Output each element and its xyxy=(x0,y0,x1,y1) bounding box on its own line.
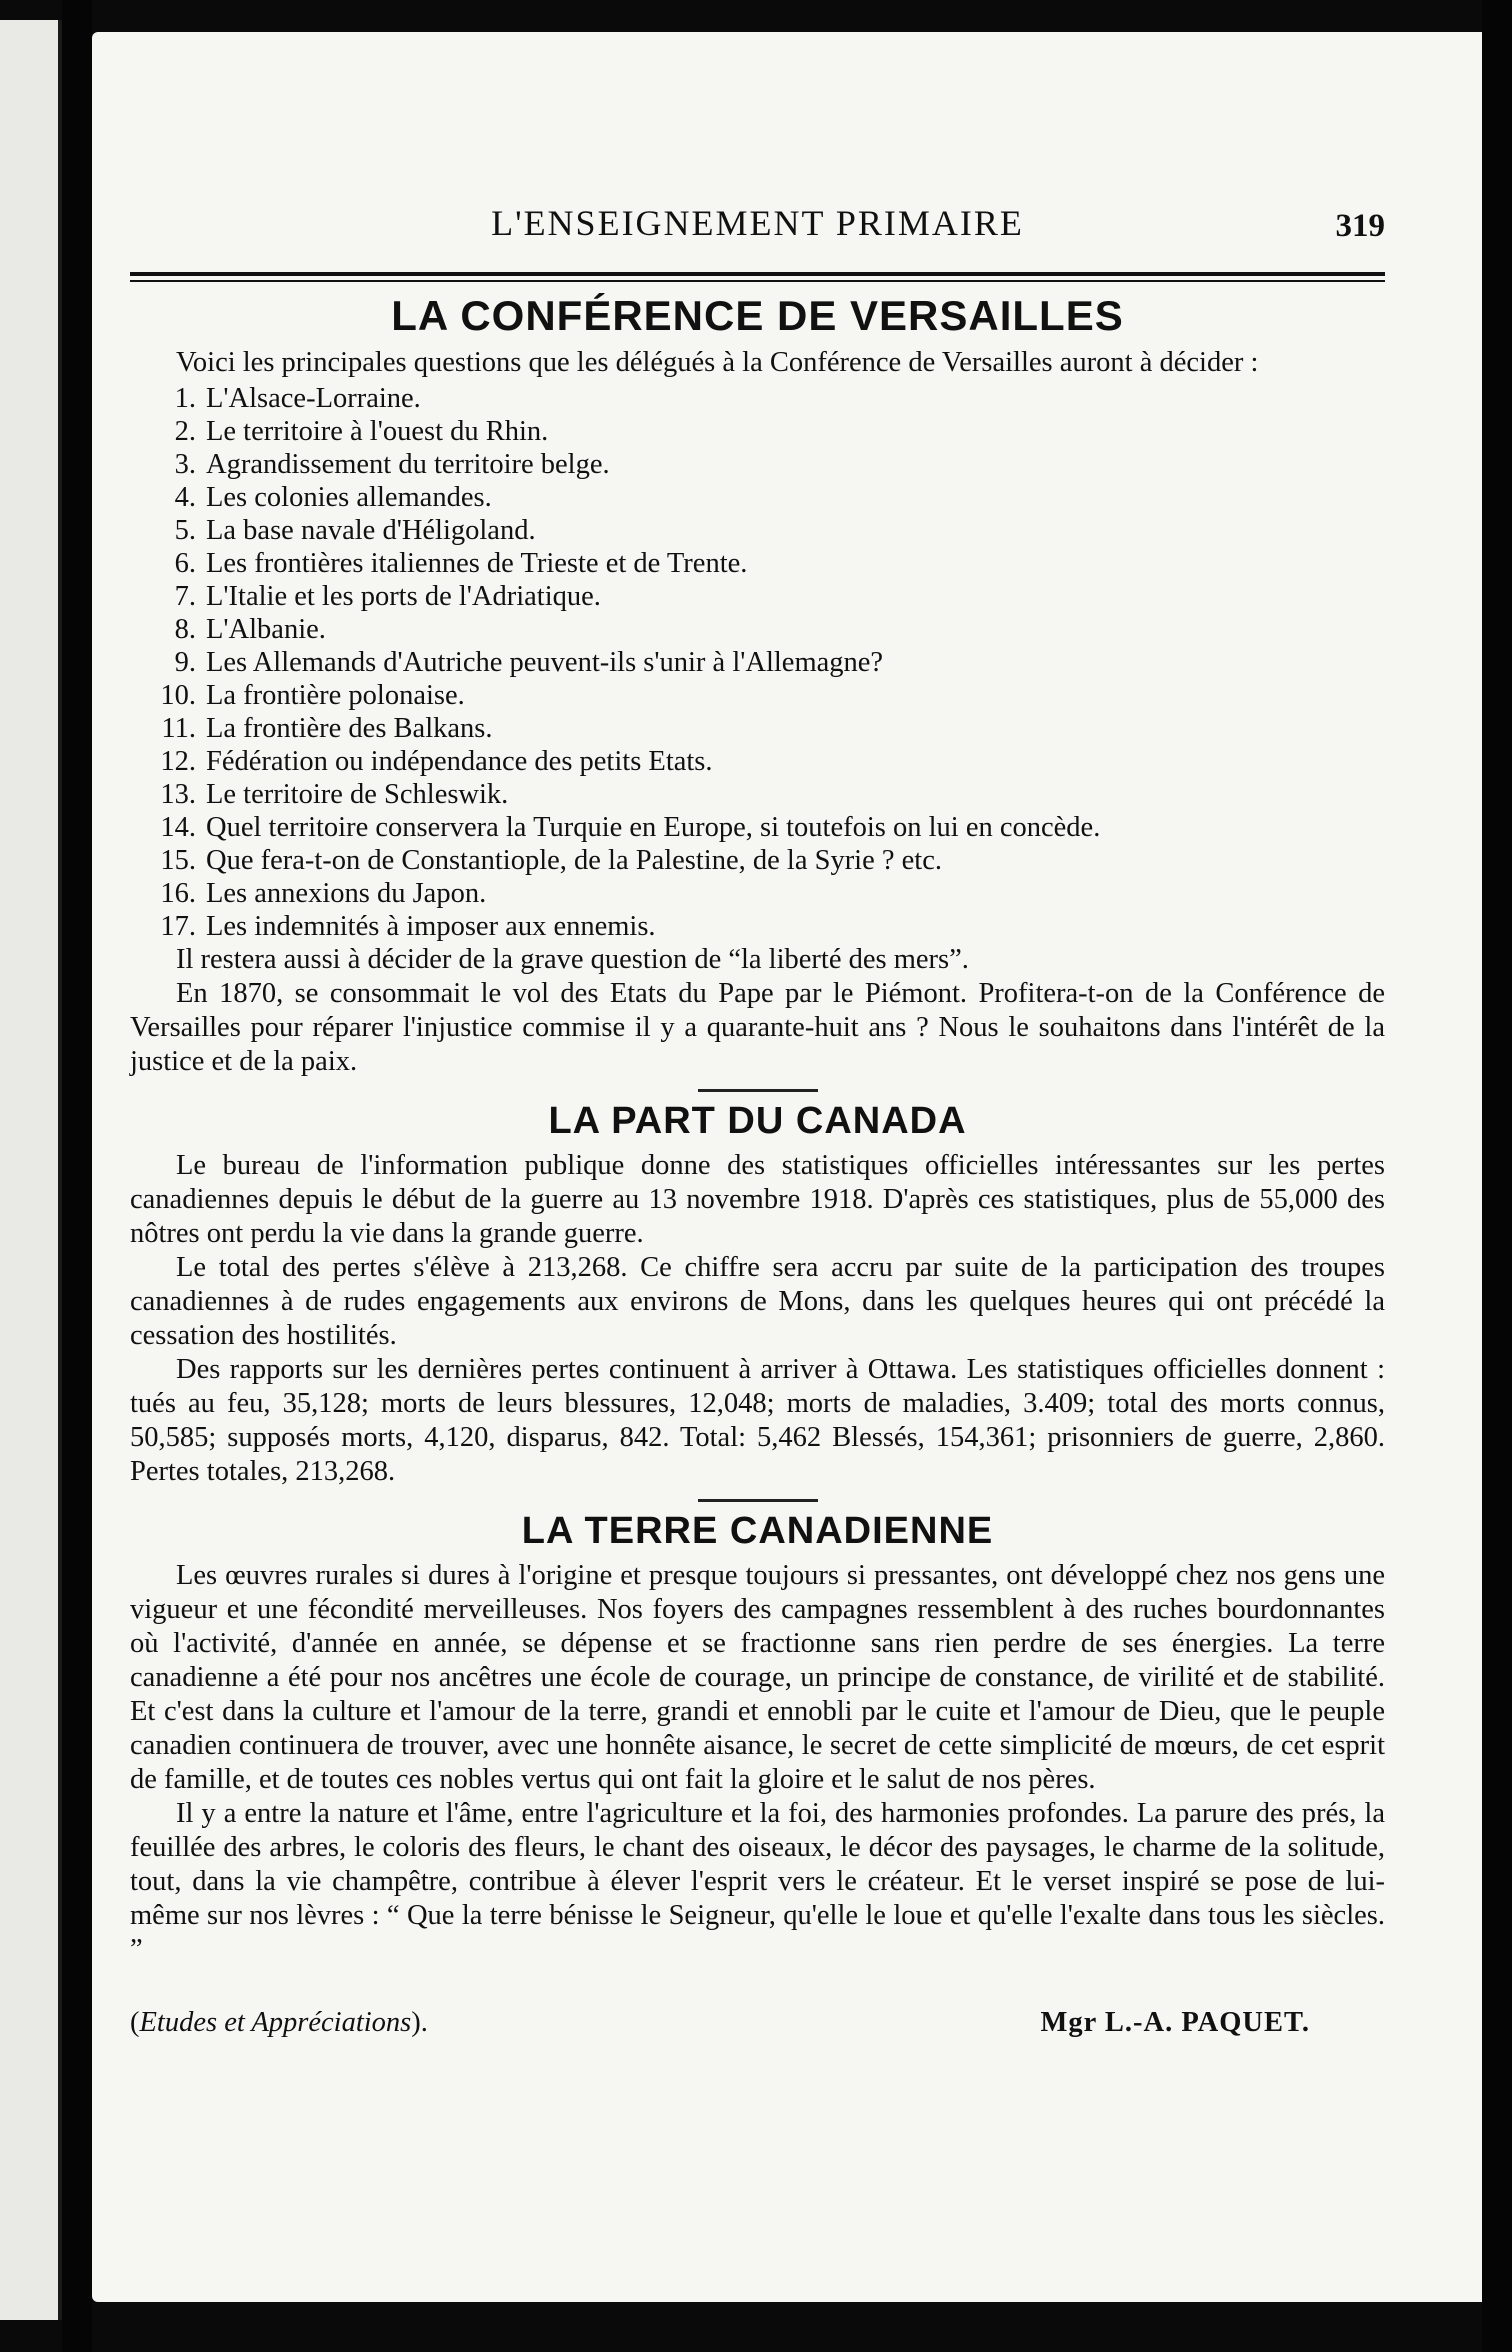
question-number: 6. xyxy=(174,548,196,579)
header-rule xyxy=(130,272,1385,282)
question-item xyxy=(130,910,1385,943)
question-item xyxy=(130,613,1385,646)
right-border xyxy=(1482,0,1512,2352)
question-item xyxy=(130,547,1385,580)
section-title: LA PART DU CANADA xyxy=(548,1100,967,1142)
question-text: L'Alsace-Lorraine. xyxy=(206,383,421,414)
question-text: La frontière des Balkans. xyxy=(206,713,493,744)
intro-paragraph: Voici les principales questions que les délégués à la Conférence de Versailles auront à décider : xyxy=(176,347,1259,378)
question-number: 12. xyxy=(160,746,196,777)
question-item xyxy=(130,481,1385,514)
question-number: 9. xyxy=(174,647,196,678)
question-number: 15. xyxy=(160,845,196,876)
question-text: Que fera-t-on de Constantiople, de la Palestine, de la Syrie ? etc. xyxy=(206,845,942,876)
attribution-line xyxy=(130,2007,1385,2047)
question-item xyxy=(130,712,1385,745)
question-text: L'Albanie. xyxy=(206,614,326,645)
question-number: 11. xyxy=(161,713,196,744)
questions-list xyxy=(130,382,1385,943)
question-item xyxy=(130,646,1385,679)
paragraph: Le total des pertes s'élève à 213,268. Ce chiffre sera accru par suite de la participation des troupes canadiennes à de rudes engagements aux environs de Mons, dans les quelques heures qui ont précédé la cessation des hostilités. xyxy=(130,1252,1385,1351)
question-text: Fédération ou indépendance des petits Etats. xyxy=(206,746,713,777)
question-text: Les annexions du Japon. xyxy=(206,878,487,909)
question-number: 3. xyxy=(174,449,196,480)
question-text: Les frontières italiennes de Trieste et de Trente. xyxy=(206,548,748,579)
question-number: 8. xyxy=(174,614,196,645)
question-text: Les colonies allemandes. xyxy=(206,482,492,513)
source-suffix: ). xyxy=(411,2007,428,2038)
section-divider xyxy=(698,1499,818,1502)
book-spine xyxy=(62,0,92,2352)
section-conference-versailles xyxy=(130,292,1385,1079)
section-divider xyxy=(698,1089,818,1092)
source-citation xyxy=(130,2007,428,2039)
question-text: La base navale d'Héligoland. xyxy=(206,515,536,546)
question-item xyxy=(130,679,1385,712)
question-item xyxy=(130,844,1385,877)
question-number: 13. xyxy=(160,779,196,810)
author-name: Mgr L.-A. PAQUET. xyxy=(1040,2007,1310,2038)
source-title: Etudes et Appréciations xyxy=(139,2007,412,2038)
question-text: Le territoire à l'ouest du Rhin. xyxy=(206,416,549,447)
question-number: 7. xyxy=(174,581,196,612)
question-number: 10. xyxy=(160,680,196,711)
page-number: 319 xyxy=(1335,208,1385,244)
paragraph: Il y a entre la nature et l'âme, entre l'agriculture et la foi, des harmonies profondes. La parure des prés, la feuillée des arbres, le coloris des fleurs, le chant des oiseaux, le décor des paysages, le charme de la solitude, tout, dans la vie champêtre, contribue à élever l'esprit vers le créateur. Et le verset inspiré se pose de lui-même sur nos lèvres : “ Que la terre bénisse le Seigneur, qu'elle le loue et qu'elle l'exalte dans tous les siècles. ” xyxy=(130,1798,1385,1965)
section-title: LA CONFÉRENCE DE VERSAILLES xyxy=(391,292,1124,339)
section-title: LA TERRE CANADIENNE xyxy=(521,1510,994,1552)
question-number: 1. xyxy=(174,383,196,414)
question-item xyxy=(130,448,1385,481)
source-prefix: ( xyxy=(130,2007,140,2038)
question-text: Les Allemands d'Autriche peuvent-ils s'unir à l'Allemagne? xyxy=(206,647,884,678)
paragraph: Les œuvres rurales si dures à l'origine et presque toujours si pressantes, ont développé chez nos gens une vigueur et une fécondité merveilleuses. Nos foyers des campagnes ressemblent à des ruches bourdonnantes où l'activité, d'année en année, se dépense et se fractionne sans rien perdre de ses énergies. La terre canadienne a été pour nos ancêtres une école de courage, un principe de constance, de virilité et de stabilité. Et c'est dans la culture et l'amour de la terre, grandi et ennobli par le cuite et l'amour de Dieu, que le peuple canadien continuera de trouver, avec une honnête aisance, le secret de cette simplicité de mœurs, de cet esprit de famille, et de toutes ces nobles vertus qui ont fait la gloire et le salut de nos pères. xyxy=(130,1560,1385,1795)
section-terre-canadienne xyxy=(130,1510,1385,2047)
running-title: L'ENSEIGNEMENT PRIMAIRE xyxy=(491,203,1024,243)
question-item xyxy=(130,580,1385,613)
question-item xyxy=(130,514,1385,547)
paragraph: Des rapports sur les dernières pertes continuent à arriver à Ottawa. Les statistiques officielles donnent : tués au feu, 35,128; morts de leurs blessures, 12,048; morts de maladies, 3.409; total des morts connus, 50,585; supposés morts, 4,120, disparus, 842. Total: 5,462 Blessés, 154,361; prisonniers de guerre, 2,860. Pertes totales, 213,268. xyxy=(130,1354,1385,1487)
question-number: 17. xyxy=(160,911,196,942)
question-number: 14. xyxy=(160,812,196,843)
question-item xyxy=(130,415,1385,448)
question-number: 4. xyxy=(174,482,196,513)
paragraph: Il restera aussi à décider de la grave question de “la liberté des mers”. xyxy=(176,944,969,975)
question-item xyxy=(130,877,1385,910)
question-text: L'Italie et les ports de l'Adriatique. xyxy=(206,581,601,612)
question-number: 16. xyxy=(160,878,196,909)
page-content xyxy=(130,202,1385,2047)
question-item xyxy=(130,778,1385,811)
question-text: La frontière polonaise. xyxy=(206,680,465,711)
question-text: Le territoire de Schleswik. xyxy=(206,779,509,810)
question-text: Quel territoire conservera la Turquie en Europe, si toutefois on lui en concède. xyxy=(206,812,1101,843)
question-text: Agrandissement du territoire belge. xyxy=(206,449,610,480)
question-text: Les indemnités à imposer aux ennemis. xyxy=(206,911,656,942)
section-part-du-canada xyxy=(130,1100,1385,1489)
paragraph: Le bureau de l'information publique donne des statistiques officielles intéressantes sur les pertes canadiennes depuis le début de la guerre au 13 novembre 1918. D'après ces statistiques, plus de 55,000 des nôtres ont perdu la vie dans la grande guerre. xyxy=(130,1150,1385,1249)
paragraph: En 1870, se consommait le vol des Etats du Pape par le Piémont. Profitera-t-on de la Conférence de Versailles pour réparer l'injustice commise il y a quarante-huit ans ? Nous le souhaitons dans l'intérêt de la justice et de la paix. xyxy=(130,978,1385,1077)
running-header xyxy=(130,202,1385,272)
question-number: 5. xyxy=(174,515,196,546)
question-item xyxy=(130,811,1385,844)
left-page-edge xyxy=(0,20,62,2320)
question-number: 2. xyxy=(174,416,196,447)
question-item xyxy=(130,745,1385,778)
question-item xyxy=(130,382,1385,415)
document-page xyxy=(92,32,1482,2302)
